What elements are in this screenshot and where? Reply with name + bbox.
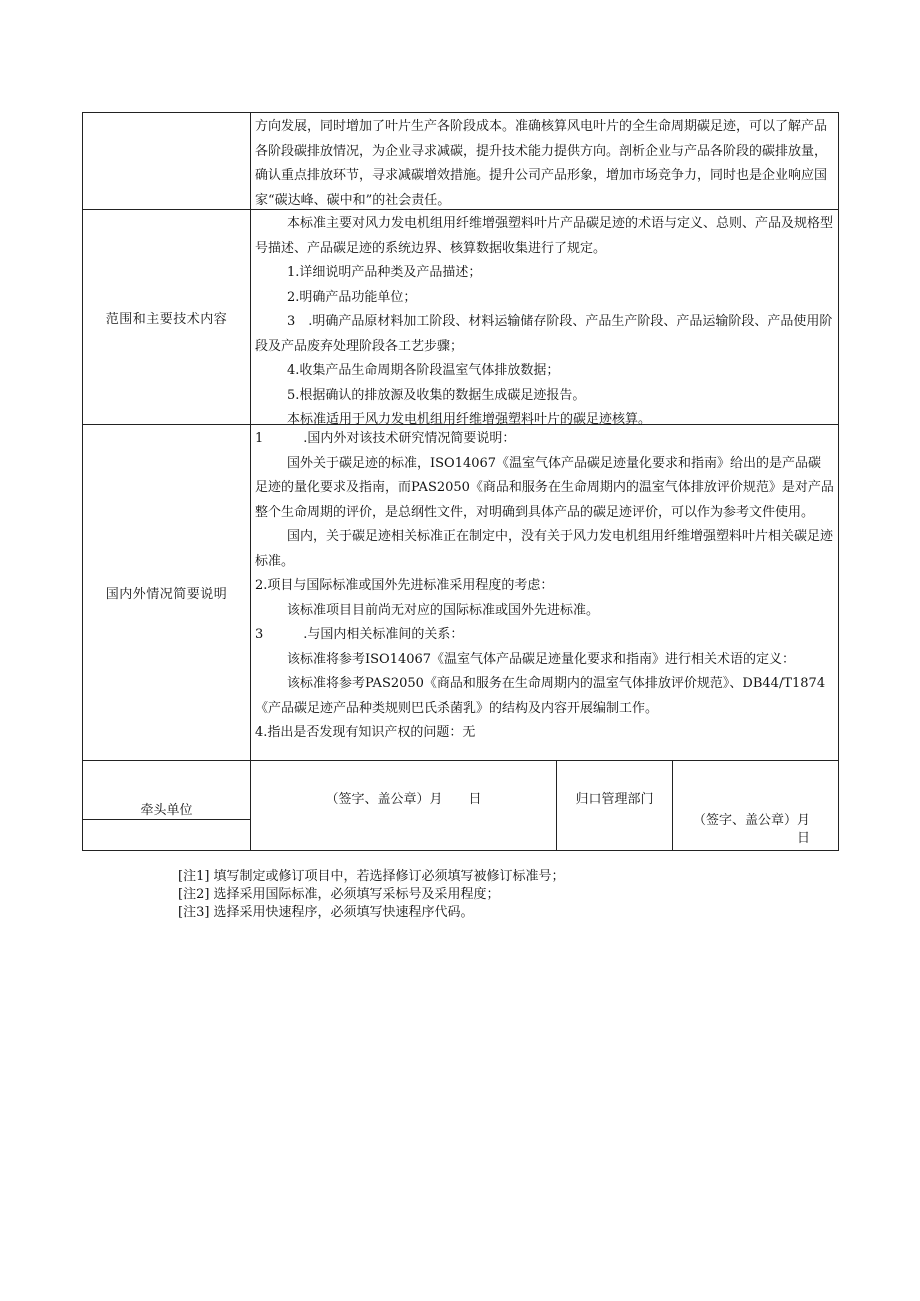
- scope-item-5: 5.根据确认的排放源及收集的数据生成碳足迹报告。: [287, 387, 586, 403]
- domestic-heading-1-num: 1: [255, 431, 264, 446]
- scope-label-cell: [83, 210, 251, 425]
- footnotes: [178, 868, 565, 922]
- dept-sign-line-1: （签字、盖公章）月: [693, 813, 811, 828]
- scope-closing: 本标准适用于风力发电机组用纤维增强塑料叶片的碳足迹核算。: [287, 412, 652, 427]
- domestic-heading-3-text: .与国内相关标准间的关系：: [303, 627, 464, 642]
- domestic-para-3: 该标准项目目前尚无对应的国际标准或国外先进标准。: [287, 602, 600, 618]
- background-content-cell: [251, 113, 839, 210]
- scope-intro: 本标准主要对风力发电机组用纤维增强塑料叶片产品碳足迹的术语与定义、总则、产品及规格型号描述、产品碳足迹的系统边界、核算数据收集进行了规定。: [255, 216, 834, 256]
- domestic-label: 国内外情况简要说明: [105, 587, 228, 602]
- domestic-para-1: 国外关于碳足迹的标准，ISO14067《温室气体产品碳足迹量化要求和指南》给出的是产品碳足迹的量化要求及指南，而PAS2050《商品和服务在生命周期内的温室气体排放评价规范》是对产品整个生命周期的评价，是总纲性文件，对明确到具体产品的碳足迹评价，可以作为参考文件使用。: [255, 455, 834, 520]
- domestic-heading-4: 4.指出是否发现有知识产权的问题：无: [255, 725, 476, 740]
- lead-unit-label-cell: [83, 761, 251, 820]
- domestic-row: [83, 425, 839, 761]
- domestic-content-cell: [251, 425, 839, 761]
- footnote-3: [注3] 选择采用快速程序，必须填写快速程序代码。: [178, 905, 474, 920]
- scope-item-4: 4.收集产品生命周期各阶段温室气体排放数据；: [287, 363, 560, 378]
- dept-label-cell: [557, 761, 673, 851]
- lead-unit-label: 牵头单位: [140, 802, 193, 818]
- domestic-para-2: 国内，关于碳足迹相关标准正在制定中，没有关于风力发电机组用纤维增强塑料叶片相关碳足迹标准。: [255, 529, 834, 569]
- domestic-heading-3: [255, 623, 834, 648]
- scope-item-1: 1.详细说明产品种类及产品描述；: [287, 265, 482, 280]
- domestic-heading-3-num: 3: [255, 627, 264, 642]
- background-label-cell: [83, 113, 251, 210]
- footnote-1: [注1] 填写制定或修订项目中，若选择修订必须填写被修订标准号；: [178, 869, 565, 884]
- domestic-para-5: 该标准将参考PAS2050《商品和服务在生命周期内的温室气体排放评价规范》、DB44/T1874《产品碳足迹产品种类规则巴氏杀菌乳》的结构及内容开展编制工作。: [255, 676, 826, 716]
- domestic-label-cell: [83, 425, 251, 761]
- dept-sign-line-2: 日: [797, 831, 811, 846]
- dept-label: 归口管理部门: [575, 792, 654, 807]
- signature-row-top: [83, 761, 839, 820]
- domestic-para-4: 该标准将参考ISO14067《温室气体产品碳足迹量化要求和指南》进行相关术语的定义：: [287, 651, 796, 667]
- scope-item-2: 2.明确产品功能单位；: [287, 289, 417, 305]
- lead-unit-empty-cell: [83, 820, 251, 851]
- scope-label: 范围和主要技术内容: [105, 311, 228, 327]
- lead-unit-sign-text: （签字、盖公章）月 日: [325, 792, 482, 807]
- background-paragraph: 方向发展，同时增加了叶片生产各阶段成本。准确核算风电叶片的全生命周期碳足迹，可以了解产品各阶段碳排放情况，为企业寻求减碳，提升技术能力提供方向。剖析企业与产品各阶段的碳排放量，确认重点排放环节，寻求减碳增效措施。提升公司产品形象，增加市场竞争力，同时也是企业响应国家“碳达峰、碳中和”的社会责任。: [255, 119, 828, 208]
- scope-content-cell: [251, 210, 839, 425]
- background-row: [83, 113, 839, 210]
- scope-item-3: 3 .明确产品原材料加工阶段、材料运输储存阶段、产品生产阶段、产品运输阶段、产品使用阶段及产品废弃处理阶段各工艺步骤；: [255, 314, 833, 354]
- lead-unit-sign-cell: [251, 761, 557, 851]
- project-form-table: [82, 112, 839, 851]
- dept-sign-cell: [673, 761, 839, 851]
- domestic-heading-2: 2.项目与国际标准或国外先进标准采用程度的考虑：: [255, 578, 554, 593]
- domestic-heading-1-text: .国内外对该技术研究情况简要说明：: [303, 431, 516, 446]
- scope-row: [83, 210, 839, 425]
- footnote-2: [注2] 选择采用国际标准，必须填写采标号及采用程度；: [178, 887, 500, 902]
